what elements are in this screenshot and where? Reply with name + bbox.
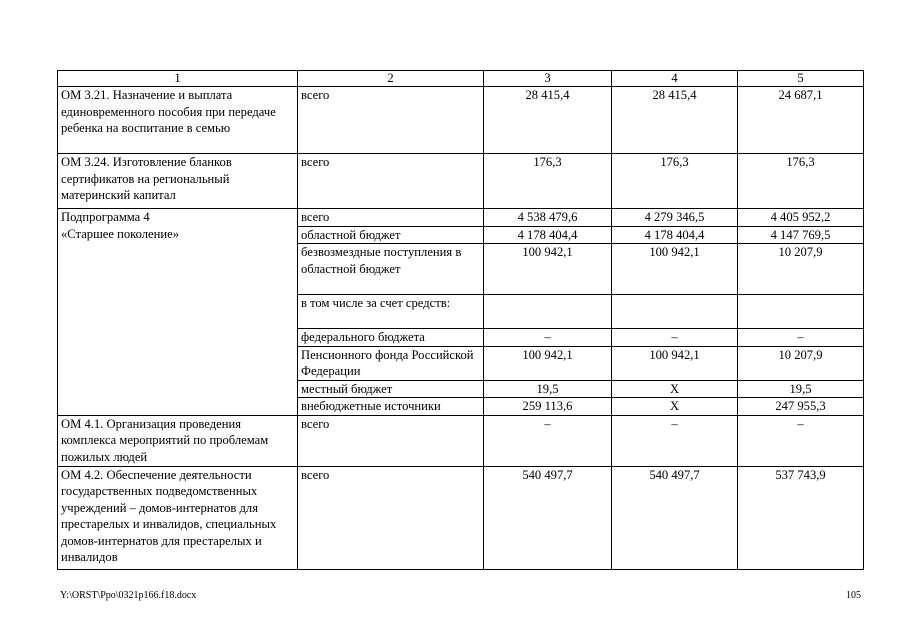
value-col4: 540 497,7 xyxy=(612,466,738,569)
value-col5: 19,5 xyxy=(738,380,864,398)
value-col5: 537 743,9 xyxy=(738,466,864,569)
value-col5: 10 207,9 xyxy=(738,244,864,295)
value-col3: – xyxy=(484,415,612,466)
col-header-2: 2 xyxy=(298,71,484,87)
value-col3: 540 497,7 xyxy=(484,466,612,569)
table-row xyxy=(58,87,864,154)
value-col4: 100 942,1 xyxy=(612,346,738,380)
value-col4: 176,3 xyxy=(612,154,738,209)
col-header-5: 5 xyxy=(738,71,864,87)
footer-file-path: Y:\ORST\Ppo\0321p166.f18.docx xyxy=(60,590,197,601)
value-col5: – xyxy=(738,415,864,466)
value-col3: 259 113,6 xyxy=(484,398,612,416)
funding-source: всего xyxy=(298,87,484,154)
value-col3: 176,3 xyxy=(484,154,612,209)
col-header-3: 3 xyxy=(484,71,612,87)
value-col4: Х xyxy=(612,398,738,416)
value-col5 xyxy=(738,295,864,329)
budget-table xyxy=(57,70,864,570)
measure-name: ОМ 4.1. Организация проведения комплекса мероприятий по проблемам пожилых людей xyxy=(58,415,298,466)
funding-source: всего xyxy=(298,209,484,227)
value-col4 xyxy=(612,295,738,329)
table-row xyxy=(58,415,864,466)
table-row xyxy=(58,466,864,569)
value-col3: 28 415,4 xyxy=(484,87,612,154)
measure-name: ОМ 3.21. Назначение и выплата единовременного пособия при передаче ребенка на воспитание в семью xyxy=(58,87,298,154)
funding-source: в том числе за счет средств: xyxy=(298,295,484,329)
funding-source: внебюджетные источники xyxy=(298,398,484,416)
funding-source: Пенсионного фонда Российской Федерации xyxy=(298,346,484,380)
value-col4: 4 178 404,4 xyxy=(612,226,738,244)
subprogram-name: Подпрограмма 4 «Старшее поколение» xyxy=(58,209,298,416)
value-col4: 100 942,1 xyxy=(612,244,738,295)
col-header-4: 4 xyxy=(612,71,738,87)
value-col4: 28 415,4 xyxy=(612,87,738,154)
value-col3: – xyxy=(484,329,612,347)
value-col4: Х xyxy=(612,380,738,398)
header-row xyxy=(58,71,864,87)
funding-source: безвозмездные поступления в областной бюджет xyxy=(298,244,484,295)
funding-source: всего xyxy=(298,466,484,569)
value-col3: 100 942,1 xyxy=(484,244,612,295)
value-col3: 100 942,1 xyxy=(484,346,612,380)
value-col5: 4 405 952,2 xyxy=(738,209,864,227)
value-col5: 10 207,9 xyxy=(738,346,864,380)
funding-source: областной бюджет xyxy=(298,226,484,244)
value-col3: 19,5 xyxy=(484,380,612,398)
value-col5: – xyxy=(738,329,864,347)
table-row xyxy=(58,209,864,227)
col-header-1: 1 xyxy=(58,71,298,87)
measure-name: ОМ 4.2. Обеспечение деятельности государственных подведомственных учреждений – домов-интернатов для престарелых и инвалидов, специальных домов-интернатов для престарелых и инвалидов xyxy=(58,466,298,569)
value-col5: 24 687,1 xyxy=(738,87,864,154)
funding-source: всего xyxy=(298,415,484,466)
value-col4: – xyxy=(612,415,738,466)
funding-source: местный бюджет xyxy=(298,380,484,398)
value-col5: 176,3 xyxy=(738,154,864,209)
value-col3: 4 178 404,4 xyxy=(484,226,612,244)
value-col4: – xyxy=(612,329,738,347)
value-col3 xyxy=(484,295,612,329)
value-col4: 4 279 346,5 xyxy=(612,209,738,227)
table-row xyxy=(58,154,864,209)
page-number: 105 xyxy=(846,590,861,601)
measure-name: ОМ 3.24. Изготовление бланков сертификатов на региональный материнский капитал xyxy=(58,154,298,209)
funding-source: всего xyxy=(298,154,484,209)
value-col5: 247 955,3 xyxy=(738,398,864,416)
funding-source: федерального бюджета xyxy=(298,329,484,347)
value-col3: 4 538 479,6 xyxy=(484,209,612,227)
value-col5: 4 147 769,5 xyxy=(738,226,864,244)
